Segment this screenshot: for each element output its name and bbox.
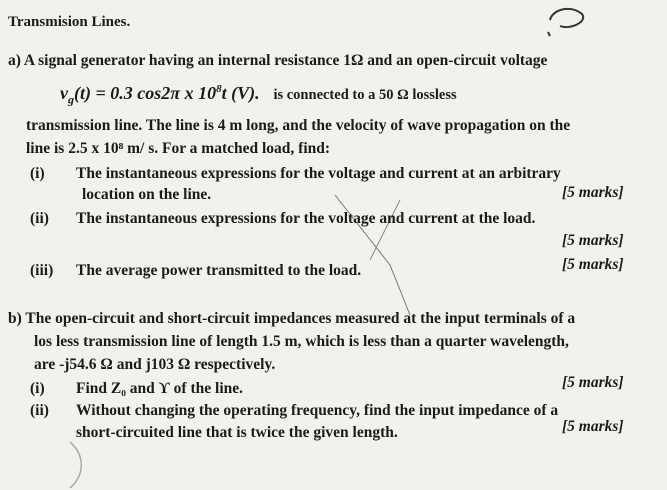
item-a-ii-text1: The instantaneous expressions for the voltage and current at the load. bbox=[76, 210, 536, 227]
part-a-line3: transmission line. The line is 4 m long, and the velocity of wave propagation on the bbox=[26, 117, 571, 134]
item-b-ii-marks: [5 marks] bbox=[562, 418, 624, 435]
item-b-ii-num: (ii) bbox=[30, 402, 49, 419]
part-a-line4: line is 2.5 x 10⁸ m/ s. For a matched load, find: bbox=[26, 140, 331, 157]
item-a-ii-num: (ii) bbox=[30, 210, 49, 227]
part-a-intro: a) A signal generator having an internal resistance 1Ω and an open-circuit voltage bbox=[8, 52, 548, 69]
pen-curve-bottom-left bbox=[40, 440, 100, 490]
page-title: Transmision Lines. bbox=[8, 14, 131, 30]
item-b-i-marks: [5 marks] bbox=[562, 374, 624, 391]
item-a-iii-num: (iii) bbox=[30, 262, 54, 279]
equation-tail-text: is connected to a 50 Ω lossless bbox=[273, 87, 457, 103]
item-b-i-num: (i) bbox=[30, 380, 45, 397]
item-b-ii-text1: Without changing the operating frequency, find the input impedance of a bbox=[76, 402, 559, 419]
handwritten-mark-top-right bbox=[540, 2, 600, 42]
part-b-line1: b) The open-circuit and short-circuit impedances measured at the input terminals of a bbox=[8, 310, 576, 327]
item-a-i-text1: The instantaneous expressions for the voltage and current at an arbitrary bbox=[76, 165, 561, 182]
voltage-equation: $v_g(t) = 0.3$ cos2π x $10^8t$ (V). bbox=[60, 83, 260, 107]
item-a-i-marks: [5 marks] bbox=[562, 184, 624, 201]
part-b-line3: are -j54.6 Ω and j103 Ω respectively. bbox=[34, 356, 276, 373]
item-a-ii-marks: [5 marks] bbox=[562, 232, 624, 249]
item-a-iii-text1: The average power transmitted to the load. bbox=[76, 262, 362, 279]
item-a-i-text2: location on the line. bbox=[82, 186, 212, 203]
part-b-line2: los less transmission line of length 1.5 m, which is less than a quarter wavelength, bbox=[34, 333, 569, 350]
item-b-ii-text2: short-circuited line that is twice the given length. bbox=[76, 424, 398, 441]
item-a-i-num: (i) bbox=[30, 165, 45, 182]
item-a-iii-marks: [5 marks] bbox=[562, 256, 624, 273]
part-a-equation-line bbox=[60, 80, 457, 109]
item-b-i-text1: Find Z₀ and ϒ of the line. bbox=[76, 380, 243, 397]
